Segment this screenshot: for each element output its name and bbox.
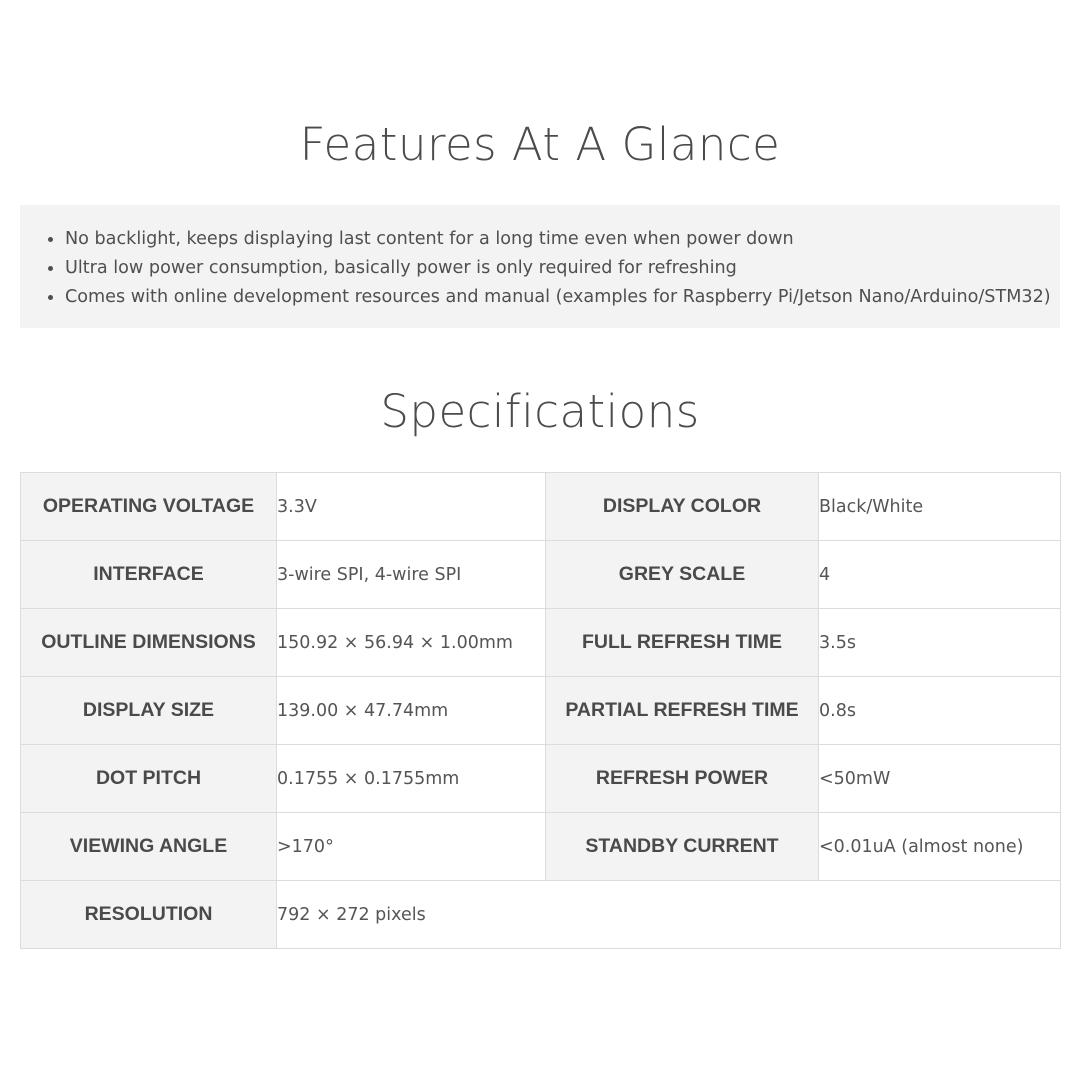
spec-value: 139.00 × 47.74mm <box>277 677 546 745</box>
spec-label: RESOLUTION <box>21 881 277 949</box>
spec-value: 792 × 272 pixels <box>277 881 1061 949</box>
table-row <box>21 473 1061 541</box>
spec-value: 3.5s <box>819 609 1061 677</box>
spec-label: OPERATING VOLTAGE <box>21 473 277 541</box>
bullet-icon <box>48 237 53 242</box>
table-row <box>21 609 1061 677</box>
spec-label: FULL REFRESH TIME <box>546 609 819 677</box>
spec-label: PARTIAL REFRESH TIME <box>546 677 819 745</box>
specifications-table <box>20 472 1061 949</box>
specifications-title: Specifications <box>380 385 700 438</box>
spec-value: Black/White <box>819 473 1061 541</box>
table-row <box>21 677 1061 745</box>
feature-text: No backlight, keeps displaying last content for a long time even when power down <box>65 229 794 249</box>
spec-label: STANDBY CURRENT <box>546 813 819 881</box>
features-panel <box>20 205 1060 328</box>
spec-value: >170° <box>277 813 546 881</box>
spec-label: DISPLAY SIZE <box>21 677 277 745</box>
spec-label: REFRESH POWER <box>546 745 819 813</box>
spec-value: 150.92 × 56.94 × 1.00mm <box>277 609 546 677</box>
table-row <box>21 881 1061 949</box>
spec-label: OUTLINE DIMENSIONS <box>21 609 277 677</box>
table-row <box>21 813 1061 881</box>
spec-value: 3-wire SPI, 4-wire SPI <box>277 541 546 609</box>
table-row <box>21 541 1061 609</box>
spec-value: 4 <box>819 541 1061 609</box>
feature-text: Ultra low power consumption, basically power is only required for refreshing <box>65 258 737 278</box>
spec-value: 0.8s <box>819 677 1061 745</box>
spec-value: 0.1755 × 0.1755mm <box>277 745 546 813</box>
feature-text: Comes with online development resources and manual (examples for Raspberry Pi/Jetson Nano/Arduino/STM32) <box>65 287 1051 307</box>
features-title: Features At A Glance <box>299 118 781 171</box>
spec-label: DISPLAY COLOR <box>546 473 819 541</box>
spec-value: <50mW <box>819 745 1061 813</box>
spec-value: 3.3V <box>277 473 546 541</box>
table-row <box>21 745 1061 813</box>
bullet-icon <box>48 295 53 300</box>
list-item <box>65 254 1060 283</box>
features-list <box>20 205 1060 312</box>
spec-label: VIEWING ANGLE <box>21 813 277 881</box>
spec-value: <0.01uA (almost none) <box>819 813 1061 881</box>
list-item <box>65 225 1060 254</box>
spec-label: GREY SCALE <box>546 541 819 609</box>
list-item <box>65 283 1060 312</box>
bullet-icon <box>48 266 53 271</box>
spec-label: INTERFACE <box>21 541 277 609</box>
spec-label: DOT PITCH <box>21 745 277 813</box>
